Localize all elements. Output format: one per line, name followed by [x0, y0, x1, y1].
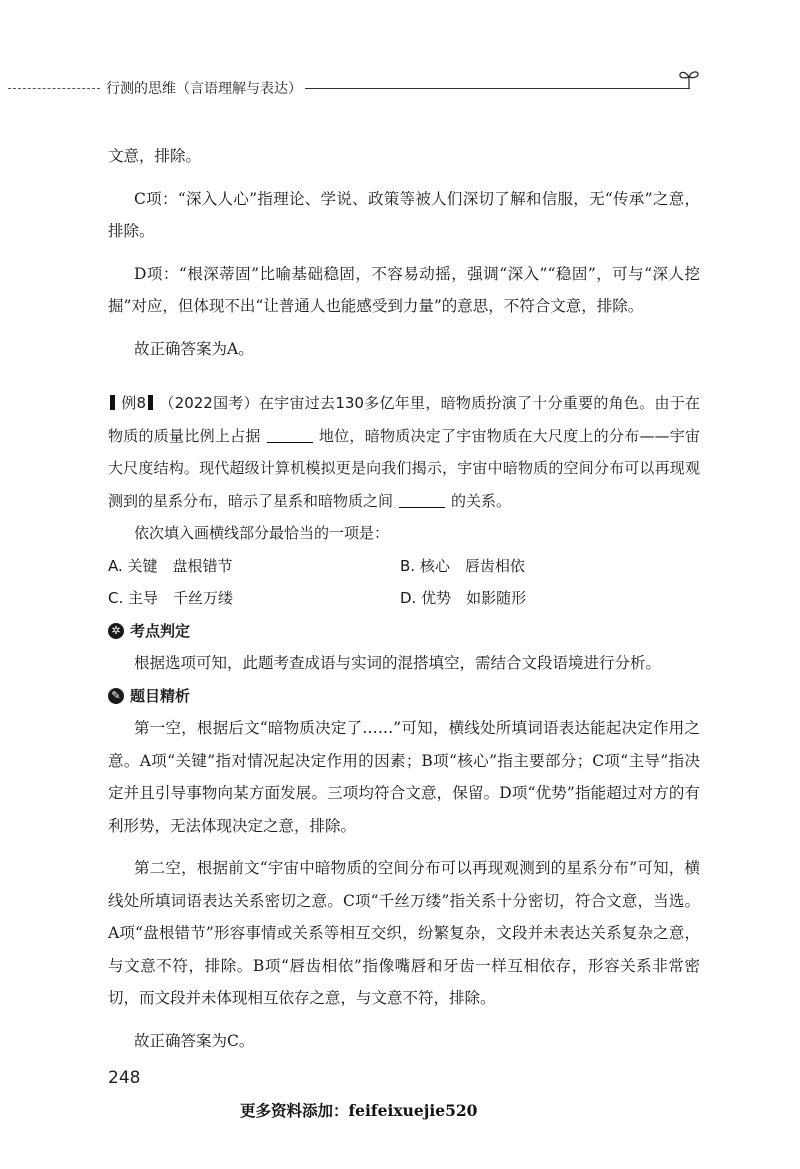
section-kaodian-title: 考点判定 — [130, 621, 191, 640]
options-grid — [108, 550, 700, 615]
header-dashed-rule — [8, 88, 100, 89]
example-text-2: 地位，暗物质决定了宇宙物质在大尺度上的分布——宇宙大尺度结构。现代超级计算机模拟更是向我们揭示，宇宙中暗物质的空间分布可以再现观测到的星系分布，暗示了星系和暗物质之间 — [108, 426, 700, 510]
option-c-analysis: C项：“深入人心”指理论、学说、政策等被人们深切了解和信服，无“传承”之意，排除。 — [108, 189, 700, 240]
example-text-1: （2022国考）在宇宙过去130多亿年里，暗物质扮演了十分重要的角色。由于在物质的质量比例上占据 — [108, 394, 701, 445]
option-c: C. 主导 千丝万缕 — [108, 589, 234, 607]
section-kaodian-text: 根据选项可知，此题考查成语与实词的混搭填空，需结合文段语境进行分析。 — [134, 654, 662, 672]
final-answer: 故正确答案为C。 — [134, 1031, 255, 1050]
header-title: 行测的思维（言语理解与表达） — [106, 81, 302, 97]
blank-1 — [267, 428, 313, 443]
example-label: 例8 — [121, 394, 147, 412]
running-header — [0, 72, 800, 102]
analysis-para-2: 第二空，根据前文“宇宙中暗物质的空间分布可以再现观测到的星系分布”可知，横线处所填词语表达关系密切之意。C项“千丝万缕”指关系十分密切，符合文意，当选。A项“盘根错节”形容事情或关系等相互交织，纷繁复杂，文段并未表达关系复杂之意，与文意不符，排除。B项“唇齿相依”指像嘴唇和牙齿一样互相依存，形容关系非常密切，而文段并未体现相互依存之意，与文意不符，排除。 — [108, 859, 700, 1007]
gear-icon: ✲ — [108, 623, 124, 639]
example-mark — [110, 395, 115, 410]
example-question — [108, 387, 700, 517]
section-jingxi-title: 题目精析 — [130, 686, 191, 705]
option-b: B. 核心 唇齿相依 — [400, 556, 525, 575]
question-prompt: 依次填入画横线部分最恰当的一项是： — [134, 524, 390, 542]
section-jingxi — [108, 680, 700, 713]
footer-note: 更多资料添加：feifeixuejie520 — [240, 1101, 478, 1120]
magnifier-icon: ✎ — [108, 688, 124, 704]
section-kaodian — [108, 615, 700, 648]
option-a: A. 关键 盘根错节 — [108, 556, 233, 575]
analysis-para-1: 第一空，根据后文“暗物质决定了……”可知，横线处所填词语表达能起决定作用之意。A项“关键”指对情况起决定作用的因素；B项“核心”指主要部分；C项“主导”指决定并且引导事物向某方面发展。三项均符合文意，保留。D项“优势”指能超过对方的有利形势，无法体现决定之意，排除。 — [108, 719, 700, 835]
blank-2 — [399, 493, 445, 508]
page-content — [108, 140, 700, 1057]
page-number: 248 — [108, 1068, 141, 1088]
answer-line: 故正确答案为A。 — [134, 339, 254, 358]
header-rule — [305, 88, 690, 89]
sprout-icon — [676, 66, 702, 92]
example-text-3: 的关系。 — [451, 491, 512, 510]
example-mark — [148, 395, 153, 410]
option-d: D. 优势 如影随形 — [400, 589, 527, 607]
option-d-analysis: D项：“根深蒂固”比喻基础稳固，不容易动摇，强调“深入”“稳固”，可与“深人挖掘”对应，但体现不出“让普通人也能感受到力量”的意思，不符合文意，排除。 — [108, 264, 700, 315]
continued-text: 文意，排除。 — [108, 147, 202, 165]
